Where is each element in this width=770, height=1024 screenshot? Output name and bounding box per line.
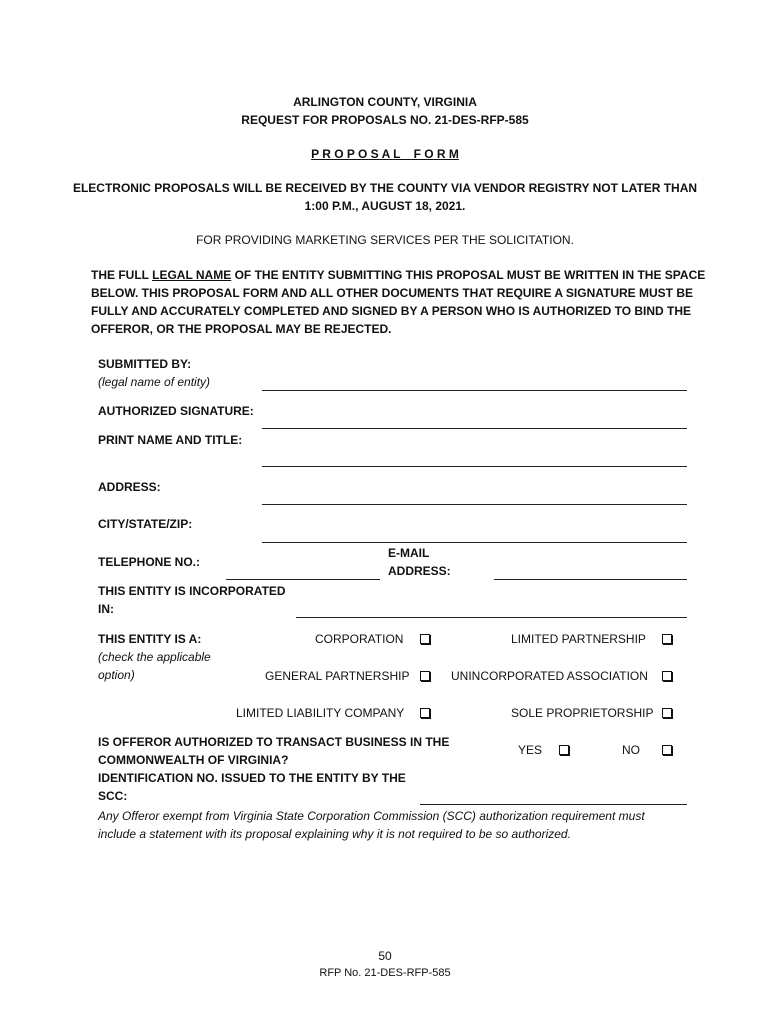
yes-checkbox[interactable] — [559, 745, 569, 755]
city-state-zip-line[interactable] — [262, 542, 687, 543]
incorporated-label-1: THIS ENTITY IS INCORPORATED — [98, 584, 286, 598]
exemption-note-1: Any Offeror exempt from Virginia State Corporation Commission (SCC) authorization requirement must — [98, 809, 645, 823]
option-corporation-label: CORPORATION — [315, 632, 404, 646]
page-number: 50 — [378, 949, 392, 963]
address-line[interactable] — [262, 504, 687, 505]
option-sole-proprietorship-label: SOLE PROPRIETORSHIP — [511, 706, 654, 720]
no-label: NO — [622, 743, 640, 757]
scc-id-line[interactable] — [420, 804, 687, 805]
general-partnership-checkbox[interactable] — [420, 671, 430, 681]
option-llc-label: LIMITED LIABILITY COMPANY — [236, 706, 405, 720]
option-unincorporated-association-label: UNINCORPORATED ASSOCIATION — [451, 669, 648, 683]
sole-proprietorship-checkbox[interactable] — [662, 708, 672, 718]
deadline-line-2: 1:00 P.M., AUGUST 18, 2021. — [304, 199, 466, 213]
submitted-by-label: SUBMITTED BY: — [98, 357, 192, 371]
legal-line-2: BELOW. THIS PROPOSAL FORM AND ALL OTHER DOCUMENTS THAT REQUIRE A SIGNATURE MUST BE — [91, 286, 694, 300]
entity-type-hint-2: option) — [98, 668, 135, 682]
header-rfp-number: REQUEST FOR PROPOSALS NO. 21-DES-RFP-585 — [241, 113, 529, 127]
authorized-signature-label: AUTHORIZED SIGNATURE: — [98, 404, 254, 418]
authorized-signature-line[interactable] — [262, 428, 687, 429]
exemption-note-2: include a statement with its proposal explaining why it is not required to be so authorized. — [98, 827, 571, 841]
address-label: ADDRESS: — [98, 480, 161, 494]
option-general-partnership-label: GENERAL PARTNERSHIP — [265, 669, 410, 683]
incorporated-line[interactable] — [296, 617, 687, 618]
print-name-title-line[interactable] — [262, 466, 687, 467]
legal-line-1: THE FULL LEGAL NAME OF THE ENTITY SUBMITTING THIS PROPOSAL MUST BE WRITTEN IN THE SPACE — [91, 268, 706, 282]
footer-rfp-reference: RFP No. 21-DES-RFP-585 — [319, 967, 451, 979]
llc-checkbox[interactable] — [420, 708, 430, 718]
incorporated-label-2: IN: — [98, 602, 114, 616]
email-line[interactable] — [494, 579, 687, 580]
unincorporated-association-checkbox[interactable] — [662, 671, 672, 681]
telephone-line[interactable] — [226, 579, 380, 580]
print-name-title-label: PRINT NAME AND TITLE: — [98, 433, 243, 447]
legal-line-3: FULLY AND ACCURATELY COMPLETED AND SIGNED BY A PERSON WHO IS AUTHORIZED TO BIND THE — [91, 304, 692, 318]
legal-name-emphasis: LEGAL NAME — [152, 268, 232, 282]
corporation-checkbox[interactable] — [420, 634, 430, 644]
form-title: P R O P O S A L F O R M — [311, 147, 459, 161]
authorization-question-1: IS OFFEROR AUTHORIZED TO TRANSACT BUSINESS IN THE — [98, 735, 450, 749]
header-county: ARLINGTON COUNTY, VIRGINIA — [293, 95, 477, 109]
entity-type-label: THIS ENTITY IS A: — [98, 632, 202, 646]
scc-label-1: IDENTIFICATION NO. ISSUED TO THE ENTITY BY THE — [98, 771, 406, 785]
email-label-1: E-MAIL — [388, 546, 430, 560]
telephone-label: TELEPHONE NO.: — [98, 555, 201, 569]
legal-line-4: OFFEROR, OR THE PROPOSAL MAY BE REJECTED. — [91, 322, 392, 336]
limited-partnership-checkbox[interactable] — [662, 634, 672, 644]
entity-type-hint-1: (check the applicable — [98, 650, 211, 664]
deadline-line-1: ELECTRONIC PROPOSALS WILL BE RECEIVED BY THE COUNTY VIA VENDOR REGISTRY NOT LATER THAN — [72, 181, 698, 195]
option-limited-partnership-label: LIMITED PARTNERSHIP — [511, 632, 646, 646]
no-checkbox[interactable] — [662, 745, 672, 755]
email-label-2: ADDRESS: — [388, 564, 451, 578]
submitted-by-hint: (legal name of entity) — [98, 375, 211, 389]
purpose-statement: FOR PROVIDING MARKETING SERVICES PER THE SOLICITATION. — [196, 233, 574, 247]
city-state-zip-label: CITY/STATE/ZIP: — [98, 517, 193, 531]
submitted-by-line[interactable] — [262, 390, 687, 391]
authorization-question-2: COMMONWEALTH OF VIRGINIA? — [98, 753, 289, 767]
yes-label: YES — [518, 743, 543, 757]
scc-label-2: SCC: — [98, 789, 128, 803]
